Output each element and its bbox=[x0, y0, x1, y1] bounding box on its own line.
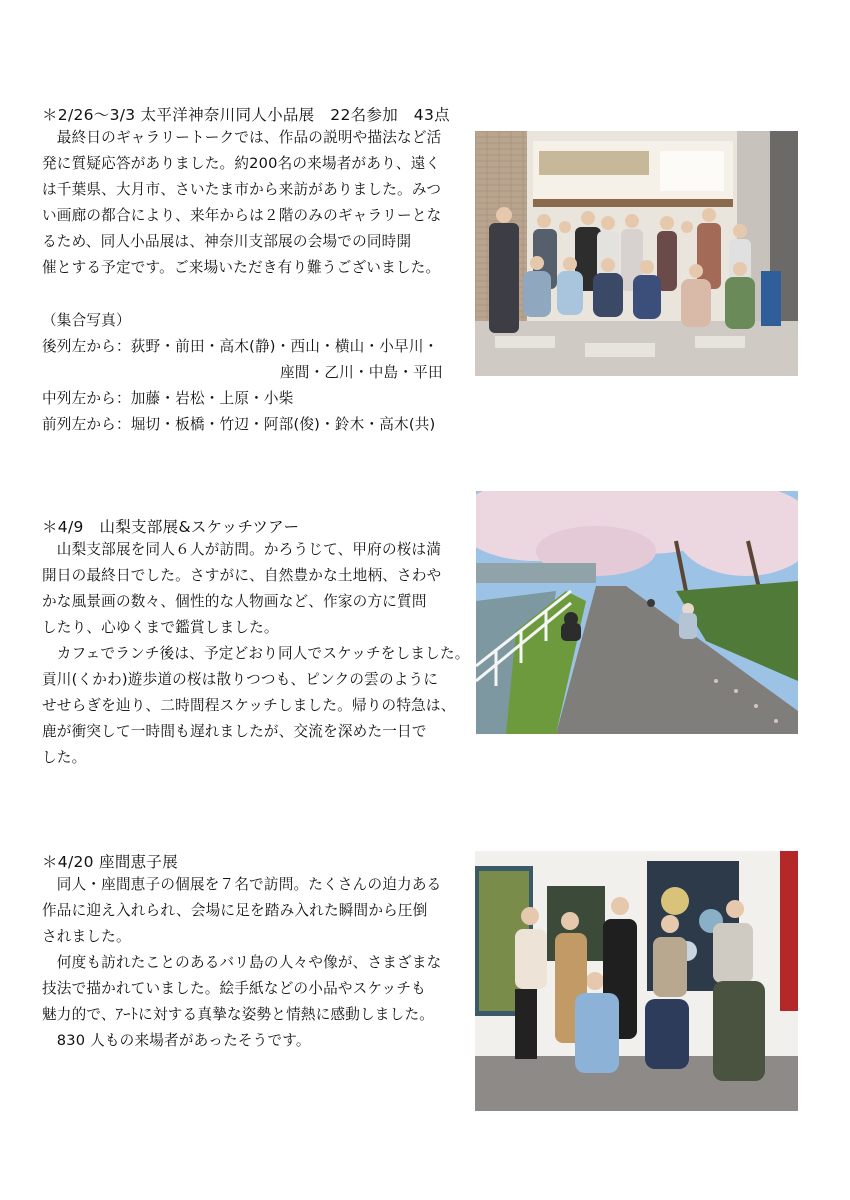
section-body bbox=[42, 125, 464, 281]
body-line: 作品に迎え入れられ、会場に足を踏み入れた瞬間から圧倒 bbox=[42, 902, 428, 919]
body-line: 開日の最終日でした。さすがに、自然豊かな土地柄、さわや bbox=[42, 567, 442, 584]
body-line: 何度も訪れたことのあるバリ島の人々や像が、さまざまな bbox=[42, 954, 442, 971]
body-line: は千葉県、大月市、さいたま市から来訪がありました。みつ bbox=[42, 181, 442, 198]
body-line: 最終日のギャラリートークでは、作品の説明や描法など活 bbox=[42, 129, 442, 146]
body-line: 魅力的で、ｱｰﾄに対する真摯な姿勢と情熱に感動しました。 bbox=[42, 1006, 435, 1023]
caption-front-row: 前列左から：堀切・板橋・竹辺・阿部(俊)・鈴木・高木(共) bbox=[42, 416, 436, 433]
body-line: 催とする予定です。ご来場いただき有り難うございました。 bbox=[42, 259, 441, 276]
body-line: 同人・座間恵子の個展を７名で訪問。たくさんの迫力ある bbox=[42, 876, 442, 893]
body-line: されました。 bbox=[42, 928, 131, 945]
body-line: 技法で描かれていました。絵手紙などの小品やスケッチも bbox=[42, 980, 426, 997]
section-body bbox=[42, 537, 470, 771]
caption-back-row-cont: 座間・乙川・中島・平田 bbox=[280, 364, 443, 381]
body-line: せせらぎを辿り、二時間程スケッチしました。帰りの特急は、 bbox=[42, 697, 456, 714]
body-line: 発に質疑応答がありました。約200名の来場者があり、遠く bbox=[42, 155, 441, 172]
group-photo bbox=[475, 131, 798, 376]
body-line: 山梨支部展を同人６人が訪問。かろうじて、甲府の桜は満 bbox=[42, 541, 442, 558]
body-line: 鹿が衝突して一時間も遅れましたが、交流を深めた一日で bbox=[42, 723, 427, 740]
gallery-photo bbox=[475, 851, 798, 1111]
body-line: 830 人もの来場者があったそうです。 bbox=[42, 1032, 311, 1049]
body-line: した。 bbox=[42, 749, 87, 766]
body-line: 貢川(くかわ)遊歩道の桜は散りつつも、ピンクの雲のように bbox=[42, 671, 439, 688]
body-line: るため、同人小品展は、神奈川支部展の会場での同時開 bbox=[42, 233, 412, 250]
caption-title: （集合写真） bbox=[42, 312, 131, 329]
photo-caption bbox=[42, 308, 464, 438]
section-heading: ＊4/20 座間恵子展 bbox=[42, 853, 179, 871]
cherry-blossom-photo bbox=[476, 491, 798, 734]
section-body bbox=[42, 872, 464, 1054]
body-line: したり、心ゆくまで鑑賞しました。 bbox=[42, 619, 279, 636]
body-line: カフェでランチ後は、予定どおり同人でスケッチをしました。 bbox=[42, 645, 470, 662]
section-heading: ＊4/9 山梨支部展&スケッチツアー bbox=[42, 518, 300, 536]
caption-back-row: 後列左から：荻野・前田・高木(静)・西山・横山・小早川・ bbox=[42, 338, 439, 355]
body-line: い画廊の都合により、来年からは２階のみのギャラリーとな bbox=[42, 207, 442, 224]
section-heading: ＊2/26～3/3 太平洋神奈川同人小品展 22名参加 43点 bbox=[42, 106, 450, 124]
body-line: かな風景画の数々、個性的な人物画など、作家の方に質問 bbox=[42, 593, 427, 610]
caption-middle-row: 中列左から：加藤・岩松・上原・小柴 bbox=[42, 390, 294, 407]
